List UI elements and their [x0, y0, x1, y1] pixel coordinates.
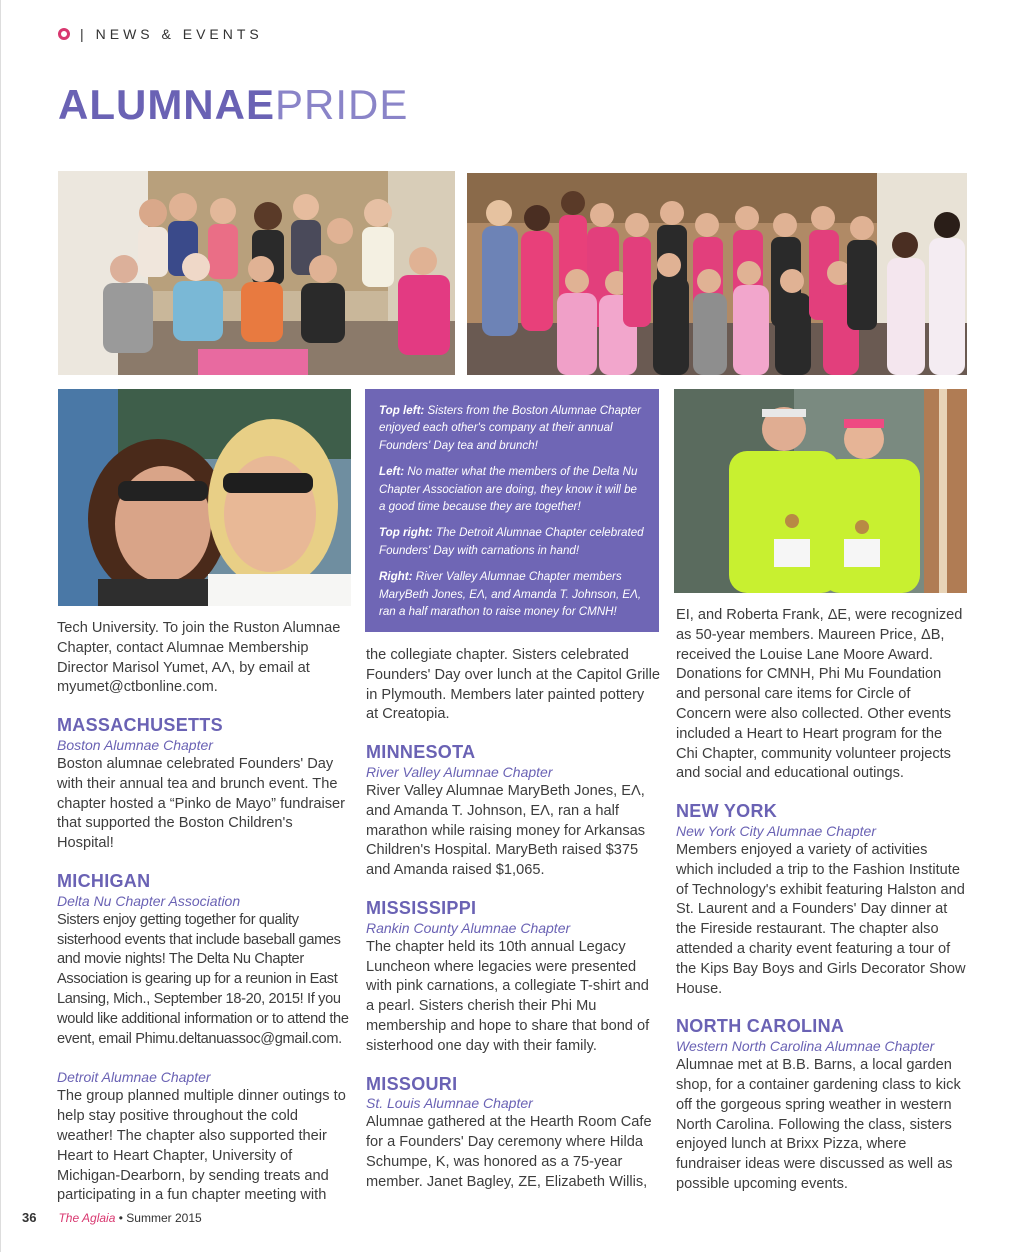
chapter-text: Sisters enjoy getting together for quality sisterhood events that include baseball games and movie nights! The Delta Nu Chapter Association is gearing up for a reunion in East Lansing, Mich., September 18-20, 2015! If you would like additional information or to attend the event, email Phimu.deltanuassoc@gmail.com.	[57, 911, 349, 1047]
issue-date: Summer 2015	[126, 1211, 202, 1225]
page-number: 36	[22, 1210, 37, 1225]
caption-text: Sisters from the Boston Alumnae Chapter enjoyed each other's company at their annual Founders' Day tea and brunch!	[379, 404, 642, 452]
caption-top-right	[379, 524, 645, 559]
caption-top-left	[379, 402, 645, 454]
page-footer	[22, 1210, 202, 1225]
title-bold: ALUMNAE	[58, 81, 275, 128]
header-divider: |	[80, 26, 84, 42]
chapter-text: The chapter held its 10th annual Legacy Luncheon where legacies were presented with pink carnations, a collegiate T-shirt and a pearl. Sisters cherish their Phi Mu membership and hope to share that bond of sisterhood one day with their family.	[366, 938, 650, 1054]
boston-group-photo	[58, 171, 455, 375]
chapter-text: River Valley Alumnae MaryBeth Jones, EΛ, and Amanda T. Johnson, EΛ, ran a half marathon while raising money for Arkansas Children's Hospital. MaryBeth raised $375 and Amanda raised $1,065.	[366, 782, 646, 879]
photo-captions-box	[365, 389, 659, 632]
ring-icon	[58, 28, 70, 40]
column-1	[57, 619, 351, 1206]
col2-intro: the collegiate chapter. Sisters celebrated Founders' Day over lunch at the Capitol Grille in Plymouth. Members later painted pottery at Creatopia.	[366, 647, 660, 723]
footer-bullet: •	[118, 1211, 123, 1225]
chapter-name: Rankin County Alumnae Chapter	[366, 919, 571, 936]
chapter-name: Boston Alumnae Chapter	[57, 736, 213, 753]
caption-label: Right:	[379, 570, 413, 584]
caption-text: No matter what the members of the Delta Nu Chapter Association are doing, they know it will be a good time because they are together!	[379, 465, 638, 514]
section-label: NEWS & EVENTS	[95, 26, 263, 42]
caption-label: Top left:	[379, 404, 425, 417]
magazine-name: The Aglaia	[58, 1211, 116, 1225]
caption-label: Top right:	[379, 526, 433, 540]
state-heading-minnesota: MINNESOTA	[366, 742, 476, 763]
chapter-name: New York City Alumnae Chapter	[676, 822, 876, 839]
state-heading-missouri: MISSOURI	[366, 1073, 458, 1094]
delta-nu-selfie-photo	[58, 389, 351, 606]
page-title	[58, 81, 409, 128]
title-light: PRIDE	[274, 81, 409, 128]
state-heading-new-york: NEW YORK	[676, 801, 778, 822]
section-header	[58, 26, 263, 42]
state-heading-massachusetts: MASSACHUSETTS	[57, 715, 223, 736]
caption-right	[379, 568, 645, 620]
chapter-text: Alumnae gathered at the Hearth Room Cafe for a Founders' Day ceremony where Hilda Schumpe, K, was honored as a 75-year member. Janet Bagley, ZE, Elizabeth Willis,	[366, 1114, 652, 1190]
caption-label: Left:	[379, 465, 405, 479]
chapter-name: St. Louis Alumnae Chapter	[366, 1095, 533, 1112]
chapter-name: Detroit Alumnae Chapter	[57, 1069, 211, 1086]
state-heading-mississippi: MISSISSIPPI	[366, 897, 477, 918]
chapter-name: Delta Nu Chapter Association	[57, 892, 241, 909]
chapter-name: Western North Carolina Alumnae Chapter	[676, 1038, 935, 1055]
caption-left	[379, 463, 645, 515]
caption-text: The Detroit Alumnae Chapter celebrated Founders' Day with carnations in hand!	[379, 526, 644, 557]
caption-text: River Valley Alumnae Chapter members MaryBeth Jones, EΛ, and Amanda T. Johnson, EΛ, ran a half marathon to raise money for CMNH!	[379, 570, 642, 619]
state-heading-north-carolina: NORTH CAROLINA	[676, 1016, 845, 1037]
footer-publication	[58, 1211, 201, 1225]
chapter-text: Alumnae met at B.B. Barns, a local garden shop, for a container gardening class to kick off the gorgeous spring weather in western North Carolina. Following the class, sisters enjoyed lunch at Brixx Pizza, where fundraiser ideas were discussed as well as possible upcoming events.	[676, 1057, 961, 1192]
detroit-group-photo	[467, 173, 967, 375]
chapter-text: Boston alumnae celebrated Founders' Day with their annual tea and brunch event. The chapter hosted a “Pinko de Mayo” fundraiser that supported the Boston Children's Hospital!	[57, 755, 345, 852]
chapter-name: River Valley Alumnae Chapter	[366, 763, 553, 780]
column-3	[676, 606, 968, 1195]
chapter-text: The group planned multiple dinner outings to help stay positive throughout the cold weather! The chapter also supported their Heart to Heart Chapter, University of Michigan-Dearborn, by sending treats and participating in a fun chapter meeting with	[57, 1088, 346, 1204]
col1-intro: Tech University. To join the Ruston Alumnae Chapter, contact Alumnae Membership Director Marisol Yumet, AΛ, by email at myumet@ctbonline.com.	[57, 620, 341, 696]
chapter-text: Members enjoyed a variety of activities which included a trip to the Fashion Institute of Technology's exhibit featuring Halston and St. Laurent and a Founders' Day dinner at the Fireside restaurant. The chapter also attended a charity event featuring a tour of the Kips Bay Boys and Girls Decorator Show House.	[676, 841, 966, 997]
col3-intro: EI, and Roberta Frank, ΔE, were recognized as 50-year members. Maureen Price, ΔB, received the Louise Lane Moore Award. Donations for CMNH, Phi Mu Foundation and personal care items for Circle of Concern were also collected. Other events included a Heart to Heart program for the Chi Chapter, community volunteer projects and social and educational outings.	[676, 607, 963, 782]
column-2	[366, 646, 660, 1193]
half-marathon-runners-photo	[674, 389, 967, 593]
state-heading-michigan: MICHIGAN	[57, 870, 151, 891]
